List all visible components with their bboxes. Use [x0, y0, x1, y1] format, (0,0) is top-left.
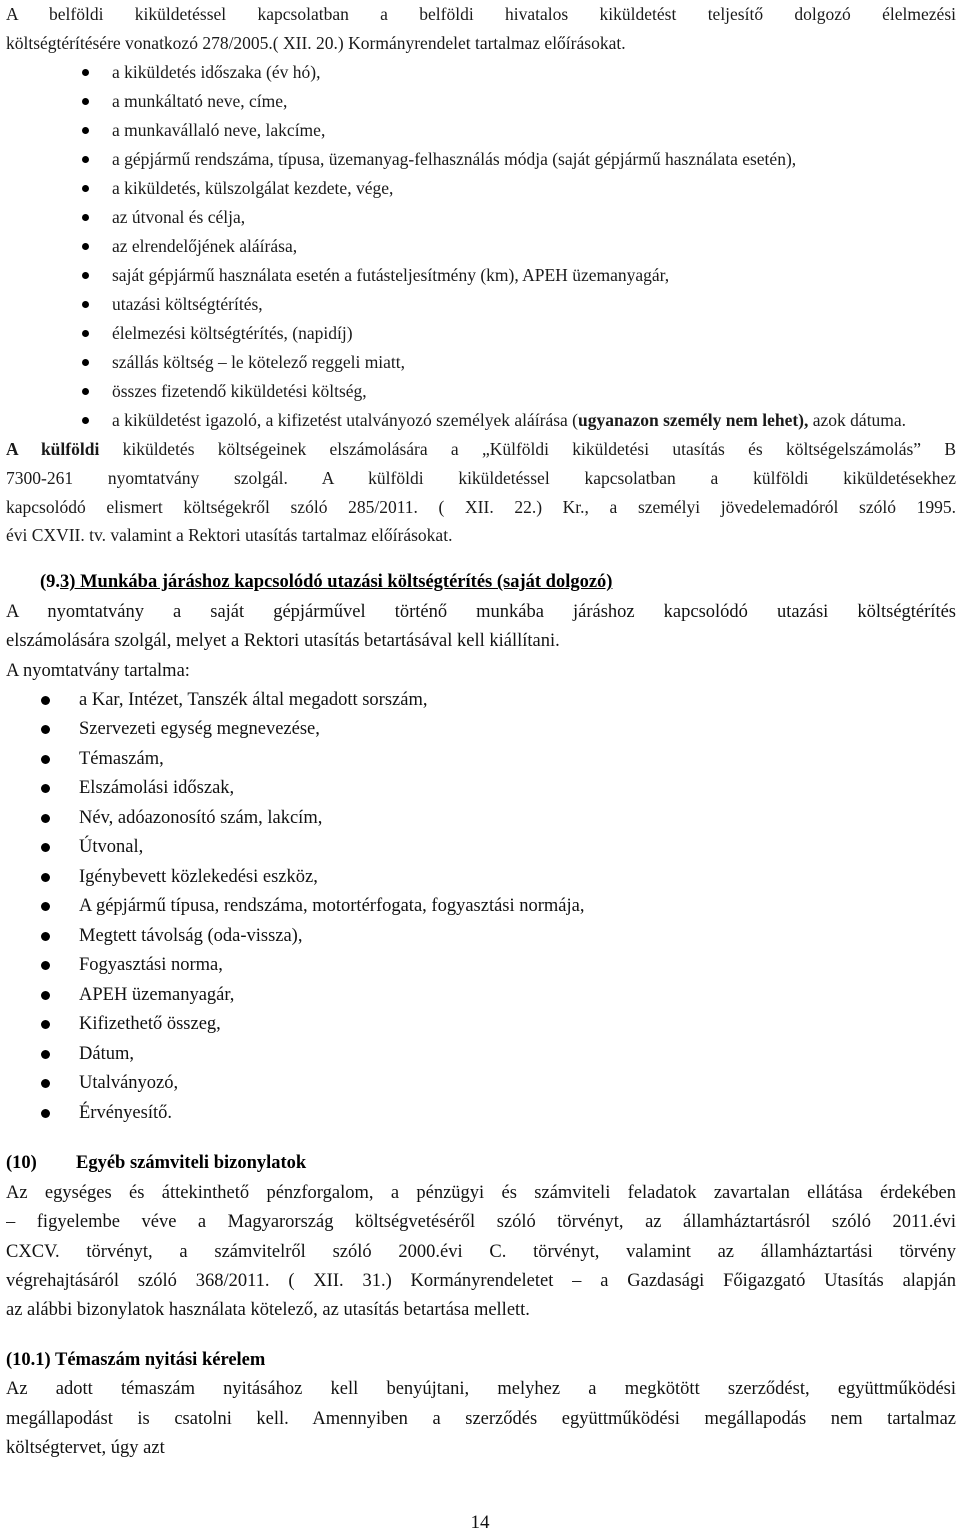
foreign-bold-start: A külföldi	[6, 438, 100, 459]
list-item: Érvényesítő.	[6, 1099, 956, 1129]
list-item: utazási költségtérítés,	[6, 290, 956, 319]
list-item: saját gépjármű használata esetén a futásteljesítmény (km), APEH üzemanyagár,	[6, 261, 956, 290]
list-item: Útvonal,	[6, 833, 956, 863]
list-item: összes fizetendő kiküldetési költség,	[6, 377, 956, 406]
list-item: APEH üzemanyagár,	[6, 981, 956, 1011]
section-10-number: (10)	[6, 1153, 37, 1174]
section-10-paragraph	[6, 1179, 956, 1326]
list-item: szállás költség – le kötelező reggeli miatt,	[6, 348, 956, 377]
foreign-travel-paragraph	[6, 435, 956, 551]
section-10-line-5: az alábbi bizonylatok használata kötelező, az utasítás betartása mellett.	[6, 1300, 530, 1321]
section-10-1-line-2: megállapodást is csatolni kell. Amennyiben a szerződés együttműködési megállapodás nem tartalmaz	[6, 1408, 956, 1429]
section-10-1-paragraph	[6, 1375, 956, 1463]
section-10-line-4: végrehajtásáról szóló 368/2011. ( XII. 31.) Kormányrendeletet – a Gazdasági Főigazgató Utasítás alapján	[6, 1271, 956, 1292]
list-item: élelmezési költségtérítés, (napidíj)	[6, 319, 956, 348]
list-item: A gépjármű típusa, rendszáma, motortérfogata, fogyasztási normája,	[6, 892, 956, 922]
signatures-bold-note: ugyanazon személy nem lehet),	[578, 409, 809, 430]
list-item: a munkáltató neve, címe,	[6, 87, 956, 116]
section-10-line-2: – figyelembe véve a Magyarország költségvetéséről szóló törvényt, az államháztartásról szóló 2011.évi	[6, 1212, 956, 1233]
foreign-line-1-text: kiküldetés költségeinek elszámolására a „Külföldi kiküldetési utasítás és költségelszámolás” B	[99, 438, 956, 459]
section-9-3-contents-label: A nyomtatvány tartalma:	[6, 660, 190, 681]
list-item: a gépjármű rendszáma, típusa, üzemanyag-felhasználás módja (saját gépjármű használata esetén),	[6, 145, 956, 174]
list-item: a kiküldetés, külszolgálat kezdete, vége,	[6, 174, 956, 203]
domestic-travel-fields-list	[6, 58, 956, 435]
section-9-3-paragraph	[6, 598, 956, 686]
foreign-line-2: 7300-261 nyomtatvány szolgál. A külföldi kiküldetéssel kapcsolatban a külföldi kiküldetésekhez	[6, 467, 956, 488]
document-page	[6, 0, 956, 1463]
list-item: az útvonal és célja,	[6, 203, 956, 232]
list-item: Elszámolási időszak,	[6, 774, 956, 804]
list-item: az elrendelőjének aláírása,	[6, 232, 956, 261]
list-item: Név, adóazonosító szám, lakcím,	[6, 804, 956, 834]
foreign-line-1	[6, 435, 956, 464]
section-10-1-line-3: költségtervet, úgy azt	[6, 1438, 165, 1459]
section-10-title: Egyéb számviteli bizonylatok	[76, 1153, 307, 1174]
signatures-date: azok dátuma.	[808, 409, 907, 430]
list-item: a kiküldetés időszaka (év hó),	[6, 58, 956, 87]
list-item: a Kar, Intézet, Tanszék által megadott sorszám,	[6, 686, 956, 716]
list-item: Igénybevett közlekedési eszköz,	[6, 863, 956, 893]
commute-form-fields-list	[6, 686, 956, 1129]
section-9-3-title: 3) Munkába járáshoz kapcsolódó utazási költségtérítés (saját dolgozó)	[60, 572, 613, 593]
section-9-3-line-2: elszámolására szolgál, melyet a Rektori utasítás betartásával kell kiállítani.	[6, 631, 560, 652]
section-9-3-line-1: A nyomtatvány a saját gépjárművel történő munkába járáshoz kapcsolódó utazási költségtérítés	[6, 601, 956, 622]
intro-paragraph	[6, 0, 956, 58]
section-10-1-heading: (10.1) Témaszám nyitási kérelem	[6, 1349, 266, 1370]
section-10-heading	[6, 1149, 956, 1178]
section-10-1-line-1: Az adott témaszám nyitásához kell benyújtani, melyhez a megkötött szerződést, együttműködési	[6, 1379, 956, 1400]
list-item: a munkavállaló neve, lakcíme,	[6, 116, 956, 145]
section-10-line-1: Az egységes és áttekinthető pénzforgalom, a pénzügyi és számviteli feladatok zavartalan ellátása érdekében	[6, 1182, 956, 1203]
list-item: Dátum,	[6, 1040, 956, 1070]
list-item: Témaszám,	[6, 745, 956, 775]
section-9-3-heading	[6, 568, 956, 597]
page-number: 14	[470, 1512, 490, 1533]
section-9-3-number: (9.	[40, 572, 61, 593]
section-10-line-3: CXCV. törvényt, a számvitelről szóló 2000.évi C. törvényt, valamint az államháztartási törvény	[6, 1241, 956, 1262]
list-item: Megtett távolság (oda-vissza),	[6, 922, 956, 952]
list-item: Kifizethető összeg,	[6, 1010, 956, 1040]
list-item: Fogyasztási norma,	[6, 951, 956, 981]
foreign-line-3: kapcsolódó elismert költségekről szóló 285/2011. ( XII. 22.) Kr., a személyi jövedelemadóról szóló 1995.	[6, 496, 956, 517]
intro-line-2: költségtérítésére vonatkozó 278/2005.( XII. 20.) Kormányrendelet tartalmaz előírásokat.	[6, 32, 626, 53]
intro-line-1: A belföldi kiküldetéssel kapcsolatban a belföldi hivatalos kiküldetést teljesítő dolgozó élelmezési	[6, 4, 956, 24]
list-item: Utalványozó,	[6, 1069, 956, 1099]
list-item: Szervezeti egység megnevezése,	[6, 715, 956, 745]
foreign-line-4: évi CXVII. tv. valamint a Rektori utasítás tartalmaz előírásokat.	[6, 525, 453, 546]
list-item-signatures	[6, 406, 956, 435]
signatures-text: a kiküldetést igazoló, a kifizetést utalványozó személyek aláírása (	[112, 409, 578, 430]
